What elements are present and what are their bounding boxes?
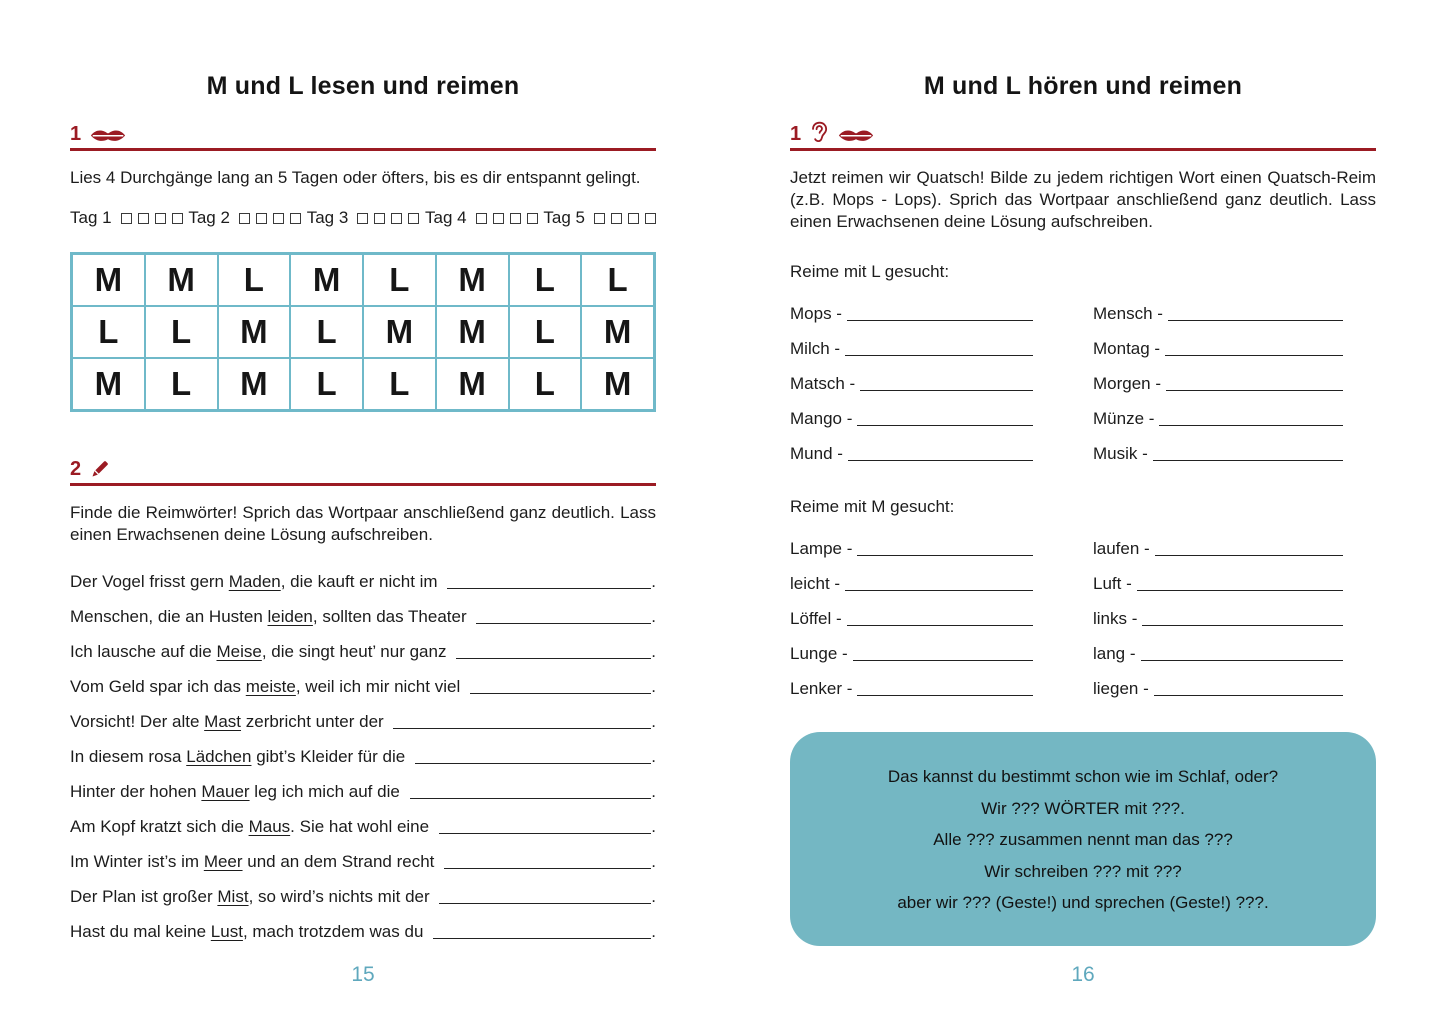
letter-grid [70, 252, 656, 412]
answer-blank [1141, 660, 1343, 661]
grid-cell: M [436, 254, 509, 306]
grid-cell: M [436, 358, 509, 410]
rhyme-item: laufen - [1093, 524, 1343, 559]
page-title-left: M und L lesen und reimen [206, 72, 520, 100]
sentence-text: Der Plan ist großer Mist, so wird’s nichts mit der [70, 887, 435, 906]
grid-cell: L [363, 358, 436, 410]
info-box-line: Wir ??? WÖRTER mit ???. [981, 798, 1185, 818]
rhyme-item: Löffel - [790, 594, 1033, 629]
rhyme-item: liegen - [1093, 664, 1343, 699]
rhyme-cue-word: Maus [248, 817, 291, 836]
rhyme-item: lang - [1093, 629, 1343, 664]
day-group [307, 208, 420, 228]
sentence-period: . [651, 607, 656, 626]
rhyme-row [790, 289, 1376, 324]
fill-in-sentence [70, 557, 656, 592]
answer-blank [1166, 390, 1343, 391]
answer-blank [476, 623, 651, 624]
day-checkbox [594, 213, 605, 224]
rhymes-l-heading: Reime mit L gesucht: [790, 262, 950, 281]
day-checkbox [290, 213, 301, 224]
answer-blank [433, 938, 651, 939]
answer-blank [470, 693, 651, 694]
day-checkbox [172, 213, 183, 224]
grid-cell: L [145, 358, 218, 410]
answer-blank [1159, 425, 1343, 426]
answer-blank [1155, 555, 1343, 556]
grid-cell: M [436, 306, 509, 358]
fill-in-sentence [70, 907, 656, 942]
day-checkbox [256, 213, 267, 224]
answer-blank [853, 660, 1033, 661]
rhyme-row [790, 394, 1376, 429]
rhyme-cue-word: meiste [245, 677, 296, 696]
fill-in-sentences [70, 557, 656, 942]
rhyme-item: Milch - [790, 324, 1033, 359]
fill-in-sentence [70, 767, 656, 802]
day-checkbox [374, 213, 385, 224]
day-group [70, 208, 183, 228]
day-group [543, 208, 656, 228]
answer-blank [847, 320, 1033, 321]
rhyme-cue-word: Mast [204, 712, 242, 731]
day-checkbox [628, 213, 639, 224]
day-label: Tag 4 [425, 208, 467, 227]
grid-cell: M [72, 254, 145, 306]
day-checkbox [239, 213, 250, 224]
exercise-1-header-left [70, 124, 656, 151]
answer-blank [410, 798, 652, 799]
exercise-number: 1 [70, 123, 82, 145]
grid-cell: M [145, 254, 218, 306]
grid-cell: L [363, 254, 436, 306]
day-checkbox [645, 213, 656, 224]
rhyme-row [790, 429, 1376, 464]
day-checkbox [476, 213, 487, 224]
grid-cell: M [363, 306, 436, 358]
rhyme-item: Lenker - [790, 664, 1033, 699]
sentence-period: . [651, 887, 656, 906]
rhymes-m-list [790, 524, 1376, 699]
answer-blank [1153, 460, 1343, 461]
sentence-text: Am Kopf kratzt sich die Maus. Sie hat wohl eine [70, 817, 434, 836]
sentence-text: Hinter der hohen Mauer leg ich mich auf die [70, 782, 405, 801]
day-checkbox [408, 213, 419, 224]
exercise-number: 1 [790, 123, 802, 145]
fill-in-sentence [70, 802, 656, 837]
sentence-text: Ich lausche auf die Meise, die singt heut’ nur ganz [70, 642, 452, 661]
grid-cell: L [218, 254, 291, 306]
answer-blank [415, 763, 651, 764]
answer-blank [447, 588, 651, 589]
sentence-text: Vom Geld spar ich das meiste, weil ich mir nicht viel [70, 677, 465, 696]
info-box-line: Alle ??? zusammen nennt man das ??? [933, 830, 1233, 849]
lips-icon [838, 127, 874, 144]
rhyme-item: leicht - [790, 559, 1033, 594]
answer-blank [456, 658, 651, 659]
sentence-period: . [651, 922, 656, 941]
answer-blank [860, 390, 1033, 391]
fill-in-sentence [70, 627, 656, 662]
answer-blank [1165, 355, 1343, 356]
grid-cell: M [218, 358, 291, 410]
answer-blank [439, 833, 651, 834]
rhyme-item: Mango - [790, 394, 1033, 429]
rhyme-cue-word: Lädchen [186, 747, 252, 766]
grid-cell: M [581, 306, 654, 358]
page-title-right: M und L hören und reimen [923, 72, 1243, 100]
fill-in-sentence [70, 837, 656, 872]
grid-cell: M [218, 306, 291, 358]
rhyme-row [790, 359, 1376, 394]
day-checkbox [527, 213, 538, 224]
rhyme-row [790, 594, 1376, 629]
exercise-1-instruction: Lies 4 Durchgänge lang an 5 Tagen oder öfters, bis es dir entspannt gelingt. [70, 168, 641, 187]
grid-cell: M [72, 358, 145, 410]
answer-blank [444, 868, 651, 869]
grid-cell: L [72, 306, 145, 358]
page-number-right: 16 [1071, 963, 1095, 986]
day-label: Tag 5 [543, 208, 585, 227]
pencil-icon [90, 459, 110, 479]
day-checkbox [611, 213, 622, 224]
rhyme-item: Montag - [1093, 324, 1343, 359]
exercise-2-instruction: Finde die Reimwörter! Sprich das Wortpaar anschließend ganz deutlich. Lass einen Erwachsenen deine Lösung aufschreiben. [70, 503, 656, 544]
answer-blank [1154, 695, 1343, 696]
exercise-1-header-right [790, 124, 1376, 151]
rhymes-l-list [790, 289, 1376, 464]
day-label: Tag 1 [70, 208, 112, 227]
rhyme-item: Morgen - [1093, 359, 1343, 394]
answer-blank [393, 728, 651, 729]
answer-blank [439, 903, 651, 904]
grid-cell: L [145, 306, 218, 358]
grid-cell: L [290, 306, 363, 358]
answer-blank [845, 590, 1033, 591]
rhyme-row [790, 524, 1376, 559]
fill-in-sentence [70, 872, 656, 907]
practice-days-row [70, 208, 656, 228]
fill-in-sentence [70, 697, 656, 732]
day-checkbox [273, 213, 284, 224]
answer-blank [1137, 590, 1343, 591]
rhyme-cue-word: Meise [216, 642, 262, 661]
lips-icon [90, 127, 126, 144]
sentence-period: . [651, 642, 656, 661]
rhyme-cue-word: Meer [203, 852, 243, 871]
rhyme-item: Mops - [790, 289, 1033, 324]
sentence-text: Der Vogel frisst gern Maden, die kauft er nicht im [70, 572, 443, 591]
day-checkbox [121, 213, 132, 224]
answer-blank [857, 695, 1033, 696]
day-group [425, 208, 538, 228]
rhyme-item: Luft - [1093, 559, 1343, 594]
exercise-2-header-left [70, 459, 656, 486]
rhyme-row [790, 664, 1376, 699]
rhymes-m-heading: Reime mit M gesucht: [790, 497, 955, 516]
grid-cell: M [581, 358, 654, 410]
rhyme-cue-word: Maden [228, 572, 281, 591]
rhyme-item: Münze - [1093, 394, 1343, 429]
answer-blank [845, 355, 1033, 356]
rhyme-row [790, 629, 1376, 664]
day-checkbox [493, 213, 504, 224]
fill-in-sentence [70, 662, 656, 697]
day-group [188, 208, 301, 228]
fill-in-sentence [70, 592, 656, 627]
rhyme-item: Mensch - [1093, 289, 1343, 324]
rhyme-row [790, 324, 1376, 359]
exercise-number: 2 [70, 458, 82, 480]
info-box-line: Das kannst du bestimmt schon wie im Schlaf, oder? [887, 767, 1279, 786]
sentence-period: . [651, 817, 656, 836]
info-box-line: aber wir ??? (Geste!) und sprechen (Geste!) ???. [897, 893, 1269, 912]
day-checkbox [357, 213, 368, 224]
info-box-line: Wir schreiben ??? mit ??? [984, 861, 1182, 881]
day-checkbox [510, 213, 521, 224]
ear-icon [810, 120, 829, 144]
sentence-text: In diesem rosa Lädchen gibt’s Kleider für die [70, 747, 410, 766]
answer-blank [848, 460, 1033, 461]
left-page [70, 0, 656, 1021]
rhyme-item: Mund - [790, 429, 1033, 464]
sentence-period: . [651, 747, 656, 766]
sentence-period: . [651, 782, 656, 801]
right-page [790, 0, 1376, 1021]
sentence-text: Im Winter ist’s im Meer und an dem Strand recht [70, 852, 440, 871]
sentence-period: . [651, 852, 656, 871]
sentence-text: Hast du mal keine Lust, mach trotzdem was du [70, 922, 429, 941]
rhyme-item: Lunge - [790, 629, 1033, 664]
sentence-period: . [651, 677, 656, 696]
info-box [790, 732, 1376, 946]
answer-blank [857, 425, 1033, 426]
grid-cell: L [509, 306, 582, 358]
grid-cell: L [509, 358, 582, 410]
day-checkbox [138, 213, 149, 224]
grid-cell: L [290, 358, 363, 410]
answer-blank [1168, 320, 1343, 321]
sentence-text: Vorsicht! Der alte Mast zerbricht unter der [70, 712, 389, 731]
grid-cell: L [581, 254, 654, 306]
day-checkbox [391, 213, 402, 224]
answer-blank [1142, 625, 1343, 626]
rhyme-cue-word: Lust [210, 922, 243, 941]
grid-cell: M [290, 254, 363, 306]
rhyme-item: links - [1093, 594, 1343, 629]
rhyme-row [790, 559, 1376, 594]
sentence-period: . [651, 572, 656, 591]
answer-blank [857, 555, 1033, 556]
day-label: Tag 3 [306, 208, 349, 227]
day-checkbox [155, 213, 166, 224]
rhyme-cue-word: leiden [267, 607, 313, 626]
rhyme-item: Matsch - [790, 359, 1033, 394]
page-number-left: 15 [351, 963, 375, 986]
rhyme-item: Musik - [1093, 429, 1343, 464]
sentence-text: Menschen, die an Husten leiden, sollten das Theater [70, 607, 472, 626]
exercise-1-instruction-right: Jetzt reimen wir Quatsch! Bilde zu jedem richtigen Wort einen Quatsch-Reim (z.B. Mops - Lops). Sprich das Wortpaar anschließend ganz deutlich. Lass einen Erwachsenen deine Lösung aufschreiben. [790, 168, 1376, 231]
fill-in-sentence [70, 732, 656, 767]
rhyme-cue-word: Mist [217, 887, 249, 906]
day-label: Tag 2 [188, 208, 230, 227]
answer-blank [847, 625, 1033, 626]
grid-cell: L [509, 254, 582, 306]
rhyme-item: Lampe - [790, 524, 1033, 559]
rhyme-cue-word: Mauer [201, 782, 250, 801]
sentence-period: . [651, 712, 656, 731]
